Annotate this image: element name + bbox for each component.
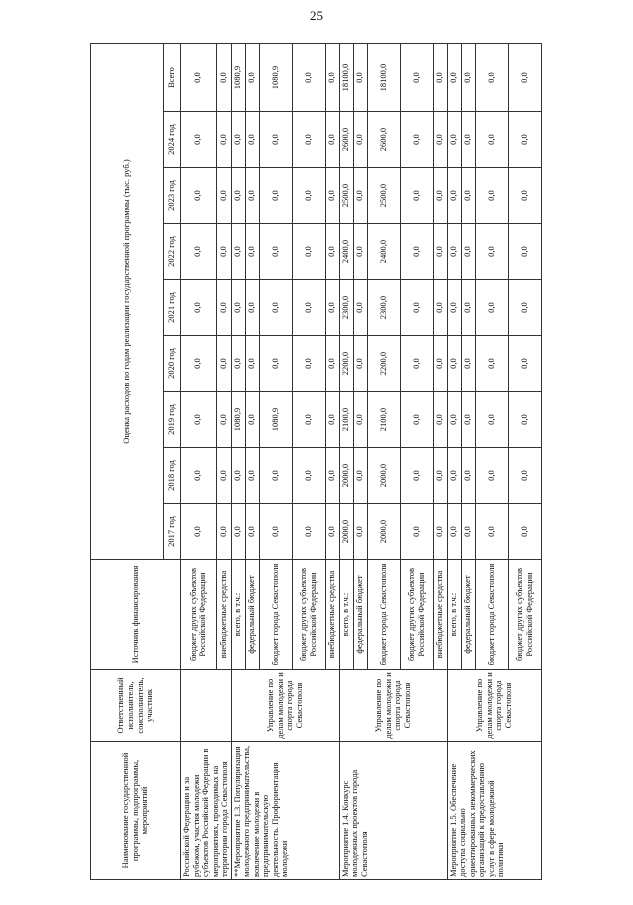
source-cell: всего, в т.ч.: — [231, 560, 245, 670]
total-value-cell: 0,0 — [325, 44, 339, 112]
measure-name-cell: Российской Федерации и за рубежом, участия молодежи субъектов Российской Федерации в мероприятиях, проводимых на территории города Севастополя — [181, 742, 232, 880]
total-value-cell: 0,0 — [353, 44, 367, 112]
total-value-cell: 1080,9 — [231, 44, 245, 112]
year-value-cell: 0,0 — [216, 112, 231, 168]
source-cell: бюджет других субъектов Российской Федерации — [508, 560, 541, 670]
year-value-cell: 0,0 — [475, 280, 508, 336]
year-value-cell: 0,0 — [181, 168, 217, 224]
year-value-cell: 0,0 — [508, 448, 541, 504]
year-value-cell: 0,0 — [245, 336, 259, 392]
source-cell: бюджет других субъектов Российской Федерации — [400, 560, 433, 670]
total-value-cell: 0,0 — [292, 44, 325, 112]
year-value-cell: 0,0 — [325, 112, 339, 168]
year-value-cell: 0,0 — [216, 336, 231, 392]
total-value-cell: 18100,0 — [367, 44, 400, 112]
year-value-cell: 0,0 — [508, 112, 541, 168]
table-row — [231, 44, 245, 880]
year-value-cell: 0,0 — [216, 392, 231, 448]
year-value-cell: 0,0 — [461, 504, 475, 560]
year-value-cell: 0,0 — [245, 392, 259, 448]
source-cell: всего, в т.ч.: — [339, 560, 353, 670]
year-value-cell: 0,0 — [325, 224, 339, 280]
year-header: 2022 год — [164, 224, 181, 280]
year-value-cell: 0,0 — [400, 392, 433, 448]
year-value-cell: 0,0 — [245, 112, 259, 168]
year-value-cell: 2400,0 — [339, 224, 353, 280]
source-cell: федеральный бюджет — [461, 560, 475, 670]
year-value-cell: 0,0 — [475, 504, 508, 560]
table-row — [339, 44, 353, 880]
year-value-cell: 0,0 — [433, 112, 447, 168]
year-value-cell: 0,0 — [433, 504, 447, 560]
source-cell: федеральный бюджет — [245, 560, 259, 670]
year-value-cell: 0,0 — [400, 112, 433, 168]
year-value-cell: 0,0 — [259, 224, 292, 280]
year-value-cell: 0,0 — [216, 168, 231, 224]
year-value-cell: 2200,0 — [367, 336, 400, 392]
year-value-cell: 2500,0 — [367, 168, 400, 224]
total-value-cell: 18100,0 — [339, 44, 353, 112]
year-value-cell: 0,0 — [181, 336, 217, 392]
year-value-cell: 0,0 — [353, 224, 367, 280]
total-value-cell: 0,0 — [475, 44, 508, 112]
year-value-cell: 0,0 — [245, 448, 259, 504]
year-value-cell: 0,0 — [508, 224, 541, 280]
year-value-cell: 0,0 — [508, 392, 541, 448]
year-value-cell: 0,0 — [181, 448, 217, 504]
year-value-cell: 0,0 — [353, 168, 367, 224]
year-value-cell: 0,0 — [245, 280, 259, 336]
total-value-cell: 0,0 — [216, 44, 231, 112]
year-value-cell: 0,0 — [231, 112, 245, 168]
year-value-cell: 0,0 — [461, 168, 475, 224]
measure-name-cell: Мероприятие 1.5. Обеспечение доступа социально ориентированных некоммерческих организаций к предоставлению услуг в сфере молодежной политики — [447, 742, 541, 880]
year-value-cell: 0,0 — [181, 112, 217, 168]
year-value-cell: 0,0 — [433, 224, 447, 280]
total-value-cell: 0,0 — [400, 44, 433, 112]
year-value-cell: 0,0 — [461, 112, 475, 168]
year-value-cell: 0,0 — [216, 448, 231, 504]
year-value-cell: 0,0 — [461, 448, 475, 504]
year-value-cell: 0,0 — [475, 392, 508, 448]
year-value-cell: 0,0 — [259, 336, 292, 392]
year-value-cell: 0,0 — [447, 448, 461, 504]
responsible-cell: Управление по делам молодежи и спорта города Севастополя — [231, 670, 339, 742]
measure-name-cell: **Мероприятие 1.3. Популяризация молодежного предпринимательства, вовлечение молодежи в предпринимательскую деятельность. Профориентация молодежи — [231, 742, 339, 880]
year-value-cell: 0,0 — [231, 448, 245, 504]
year-value-cell: 0,0 — [447, 336, 461, 392]
rotated-table-sheet — [90, 44, 585, 880]
year-value-cell: 2400,0 — [367, 224, 400, 280]
year-value-cell: 0,0 — [245, 504, 259, 560]
year-value-cell: 0,0 — [231, 224, 245, 280]
year-value-cell: 0,0 — [400, 168, 433, 224]
year-value-cell: 0,0 — [447, 112, 461, 168]
year-value-cell: 0,0 — [292, 392, 325, 448]
responsible-cell — [181, 670, 232, 742]
measure-name-cell: Мероприятие 1.4. Конкурс молодежных проектов города Севастополя — [339, 742, 447, 880]
source-cell: бюджет других субъектов Российской Федерации — [181, 560, 217, 670]
year-value-cell: 2200,0 — [339, 336, 353, 392]
year-value-cell: 0,0 — [433, 168, 447, 224]
year-header: Всего — [164, 44, 181, 112]
year-value-cell: 0,0 — [259, 448, 292, 504]
year-value-cell: 2000,0 — [367, 504, 400, 560]
year-value-cell: 2600,0 — [339, 112, 353, 168]
total-value-cell: 0,0 — [433, 44, 447, 112]
year-value-cell: 0,0 — [231, 504, 245, 560]
total-value-cell: 0,0 — [447, 44, 461, 112]
year-value-cell: 0,0 — [292, 168, 325, 224]
year-value-cell: 0,0 — [508, 168, 541, 224]
year-value-cell: 0,0 — [292, 280, 325, 336]
year-value-cell: 0,0 — [181, 224, 217, 280]
total-value-cell: 0,0 — [461, 44, 475, 112]
year-value-cell: 0,0 — [353, 448, 367, 504]
header-estimate: Оценка расходов по годам реализации государственной программы (тыс. руб.) — [91, 44, 164, 560]
year-value-cell: 0,0 — [292, 448, 325, 504]
page-number: 25 — [310, 8, 323, 23]
year-value-cell: 2500,0 — [339, 168, 353, 224]
year-value-cell: 0,0 — [216, 504, 231, 560]
year-value-cell: 0,0 — [353, 336, 367, 392]
year-value-cell: 0,0 — [433, 392, 447, 448]
year-value-cell: 0,0 — [181, 504, 217, 560]
year-header: 2023 год — [164, 168, 181, 224]
year-value-cell: 0,0 — [447, 392, 461, 448]
year-value-cell: 0,0 — [292, 504, 325, 560]
year-value-cell: 0,0 — [447, 168, 461, 224]
year-value-cell: 0,0 — [400, 504, 433, 560]
year-value-cell: 0,0 — [231, 168, 245, 224]
year-value-cell: 0,0 — [325, 504, 339, 560]
year-value-cell: 0,0 — [508, 280, 541, 336]
year-value-cell: 0,0 — [292, 336, 325, 392]
year-header: 2024 год — [164, 112, 181, 168]
year-value-cell: 0,0 — [508, 504, 541, 560]
year-value-cell: 0,0 — [475, 224, 508, 280]
year-value-cell: 0,0 — [447, 224, 461, 280]
year-value-cell: 0,0 — [181, 392, 217, 448]
table-row — [181, 44, 217, 880]
year-value-cell: 0,0 — [259, 168, 292, 224]
budget-table — [90, 43, 542, 880]
year-value-cell: 2100,0 — [367, 392, 400, 448]
source-cell: внебюджетные средства — [325, 560, 339, 670]
year-value-cell: 0,0 — [353, 392, 367, 448]
source-cell: внебюджетные средства — [433, 560, 447, 670]
year-value-cell: 0,0 — [231, 280, 245, 336]
year-value-cell: 2000,0 — [367, 448, 400, 504]
source-cell: бюджет города Севастополя — [259, 560, 292, 670]
table-body — [181, 44, 542, 880]
total-value-cell: 0,0 — [245, 44, 259, 112]
total-value-cell: 0,0 — [508, 44, 541, 112]
year-value-cell: 1080,9 — [259, 392, 292, 448]
year-value-cell: 0,0 — [400, 448, 433, 504]
year-header: 2021 год — [164, 280, 181, 336]
year-value-cell: 1080,9 — [231, 392, 245, 448]
year-header: 2020 год — [164, 336, 181, 392]
year-value-cell: 0,0 — [259, 504, 292, 560]
source-cell: федеральный бюджет — [353, 560, 367, 670]
year-value-cell: 0,0 — [259, 112, 292, 168]
year-value-cell: 0,0 — [245, 224, 259, 280]
year-value-cell: 0,0 — [461, 392, 475, 448]
year-value-cell: 0,0 — [216, 224, 231, 280]
year-value-cell: 0,0 — [325, 280, 339, 336]
source-cell: бюджет других субъектов Российской Федерации — [292, 560, 325, 670]
year-value-cell: 0,0 — [508, 336, 541, 392]
year-value-cell: 0,0 — [461, 224, 475, 280]
year-value-cell: 0,0 — [461, 280, 475, 336]
year-value-cell: 2000,0 — [339, 504, 353, 560]
year-value-cell: 2100,0 — [339, 392, 353, 448]
year-value-cell: 0,0 — [325, 392, 339, 448]
year-value-cell: 0,0 — [353, 112, 367, 168]
year-value-cell: 0,0 — [447, 280, 461, 336]
year-value-cell: 0,0 — [400, 280, 433, 336]
year-value-cell: 0,0 — [461, 336, 475, 392]
year-header: 2019 год — [164, 392, 181, 448]
year-value-cell: 0,0 — [475, 168, 508, 224]
total-value-cell: 1080,9 — [259, 44, 292, 112]
year-value-cell: 0,0 — [433, 336, 447, 392]
year-value-cell: 0,0 — [433, 448, 447, 504]
year-value-cell: 0,0 — [353, 504, 367, 560]
source-cell: всего, в т.ч.: — [447, 560, 461, 670]
year-value-cell: 2300,0 — [339, 280, 353, 336]
year-value-cell: 0,0 — [325, 168, 339, 224]
year-value-cell: 0,0 — [292, 224, 325, 280]
year-value-cell: 0,0 — [181, 280, 217, 336]
year-value-cell: 0,0 — [353, 280, 367, 336]
source-cell: бюджет города Севастополя — [475, 560, 508, 670]
header-name: Наименование государственной программы, подпрограммы, мероприятий — [91, 742, 181, 880]
year-value-cell: 0,0 — [475, 112, 508, 168]
responsible-cell: Управление по делам молодежи и спорта города Севастополя — [339, 670, 447, 742]
year-value-cell: 0,0 — [216, 280, 231, 336]
year-header: 2018 год — [164, 448, 181, 504]
year-value-cell: 0,0 — [475, 448, 508, 504]
year-value-cell: 0,0 — [325, 448, 339, 504]
year-value-cell: 0,0 — [245, 168, 259, 224]
year-value-cell: 0,0 — [433, 280, 447, 336]
responsible-cell: Управление по делам молодежи и спорта города Севастополя — [447, 670, 541, 742]
table-row — [447, 44, 461, 880]
year-value-cell: 2300,0 — [367, 280, 400, 336]
year-value-cell: 0,0 — [447, 504, 461, 560]
source-cell: внебюджетные средства — [216, 560, 231, 670]
year-value-cell: 0,0 — [400, 224, 433, 280]
year-value-cell: 0,0 — [259, 280, 292, 336]
year-value-cell: 0,0 — [231, 336, 245, 392]
header-source: Источник финансирования — [91, 560, 181, 670]
year-value-cell: 2000,0 — [339, 448, 353, 504]
year-value-cell: 0,0 — [325, 336, 339, 392]
year-value-cell: 0,0 — [292, 112, 325, 168]
total-value-cell: 0,0 — [181, 44, 217, 112]
source-cell: бюджет города Севастополя — [367, 560, 400, 670]
year-value-cell: 0,0 — [400, 336, 433, 392]
year-header: 2017 год — [164, 504, 181, 560]
header-responsible: Ответственный исполнитель, соисполнитель, участник — [91, 670, 181, 742]
year-value-cell: 2600,0 — [367, 112, 400, 168]
year-value-cell: 0,0 — [475, 336, 508, 392]
